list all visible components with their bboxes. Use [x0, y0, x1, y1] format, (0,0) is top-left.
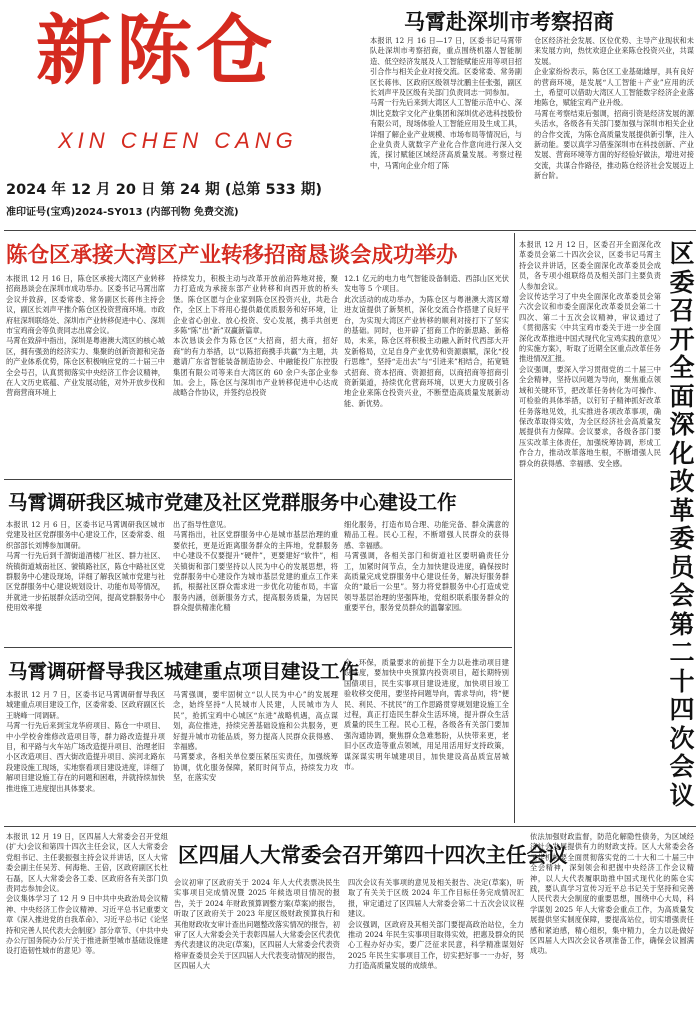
npc-story-headline: 区四届人大常委会召开第四十四次主任会议	[178, 843, 568, 867]
party-story-column-1: 本报讯 12 月 6 日，区委书记马霄调研我区城市党建及社区党群服务中心建设工作，区委常委、组织部部长刘博参加调研。 马霄一行先后到千渭街道酒楼厂社区、群力社区、统镇街道城南社区、虢镇路社区，陈仓中路社区党群服务中心建设现场，详细了解我区城市党建与社区党群服务中心建设规划设计、功能布局等情况，并就进一步拓展群众活动空间，提高党群服务中心使用效率提	[6, 520, 165, 613]
investment-story-column-3: 12.1 亿元的电力电气智能设备制造、西部山区光伏发电等 5 个项目。 此次活动的成功举办，为陈仓区与粤港澳大湾区增进友谊提供了新契机，深化交流合作搭建了良好平台，为实现大湾区产业转移的顺利对接打下了坚实的基础。同时，也开辟了招商工作的新思路、新格局，未来，陈仓区将积极主动融入新时代西部大开发新格局，立足自身产业优势和资源禀赋，深化“投行思维”，坚持“走出去”与“引进来”相结合，拓宽链式招商、资本招商、资源招商，以商招商等招商引资新渠道，持续优化营商环境，以更大力度吸引各地企业来陈仓投资兴业，不断塑造高质量发展新动能、新优势。	[344, 274, 509, 408]
bottom-section-divider	[4, 826, 696, 827]
top-story-headline: 马霄赴深圳市考察招商	[404, 10, 614, 34]
reform-story-headline: 区委召开全面深化改革委员会第二十四次会议	[669, 239, 695, 810]
masthead-divider	[4, 230, 696, 231]
projects-story-column-2: 马霄强调，要牢固树立“以人民为中心”的发展理念，始终坚持“人民城市人民建，人民城市为人民”，抢抓宝鸡中心城区“东进”战略机遇，高点谋划，高位推进，持续完善基础设施和公共服务，更好提升城市功能品质，努力提高人民群众获得感、幸福感。 马霄要求，各相关单位要压紧压实责任，加强统筹协调，优化服务保障，紧盯时间节点，持续发力攻坚，在落实安	[173, 690, 338, 783]
investment-story-headline: 陈仓区承接大湾区产业转移招商恳谈会成功举办	[6, 243, 458, 268]
investment-story-column-1: 本报讯 12 月 16 日，陈仓区承接大湾区产业转移招商恳谈会在深圳市成功举办。区委书记马霄出席会议并致辞，区委常委、常务副区长蒋伟主持会议，副区长刘声平推介陈仓区投资营商环境。市政府驻深圳联络处、深圳市产业转移促进中心、深圳市宝鸡商会等负责同志出席会议。 马霄在致辞中指出，深圳是粤港澳大湾区的核心城区，拥有强劲的经济实力、集聚的创新资源和完备的产业体系优势，陈仓区积极响应党的二十届三中全会号召，认真贯彻落实中央经济工作会议精神，在人文历史底蕴、产业发展动能，对外开放步伐和营商营商环境上	[6, 274, 165, 398]
section-divider	[4, 479, 512, 480]
party-story-column-3: 细化服务，打造布局合理、功能完备、群众满意的精品工程。民心工程，不断增强人民群众的获得感、幸福感。 马霄强调，各相关部门和街道社区要明确责任分工，加紧时间节点，全力加快建设进度，确保按时高质量完成党群服务中心建设任务，解决好服务群众的“最后一公里”。努力将党群服务中心打造成党领导基层治理的坚强阵地，党组织联系服务群众的重要平台，服务党员群众的温馨家园。	[344, 520, 509, 613]
reform-story-body: 本报讯 12 月 12 日，区委召开全面深化改革委员会第二十四次会议，区委书记马霄主持会议并讲话，区委全面深化改革委员会成员，各专项小组联络员及相关部门主要负责人参加会议。 会议传达学习了中央全面深化改革委员会第六次会议和市委全面深化改革委员会第二十四次、第二十五次会议精神，审议通过了《贯彻落实〈中共宝鸡市委关于进一步全面深化改革推进中国式现代化宝鸡实践的意见〉的实施方案》，听取了近期全区重点改革任务推进情况汇报。 会议强调，要深入学习贯彻党的二十届三中全会精神，坚持以问题为导向，聚焦重点领域和关键环节，把改革任务转化为可操作、可检验的具体举措，以钉钉子精神抓好改革任务落地见效，扎实推进各项改革事项，确保改革取得实效，为全区经济社会高质量发展提供有力保障。会议要求，各级各部门要压实改革主体责任，加强统筹协调，形成工作合力，推动改革落地生根，不断增强人民群众的获得感、幸福感、安全感。	[519, 240, 661, 468]
projects-story-column-3: 全，环保，质量要求的前提下全力以赴推动项目建设进度，要加快中央预算内投资项目，超长期特别国债项目，民生实事项目建设进度，加快项目竣工验收移交使用，要坚持问题导向，需求导向，将“便民、利民、不扰民”的工作思路贯穿规划建设施工全过程，真正打造民生群众生活环境，提升群众生活质量的民生工程。民心工程，各级各有关部门要加强沟通协调，聚焦群众急难愁盼，从快带来更，老旧小区改造等重点领域，用足用活用好支持政策，谋深谋实明年城建项目，加快建设高品质宜居城市。	[344, 658, 509, 772]
projects-story-headline: 马霄调研督导我区城建重点项目建设工作	[8, 660, 360, 683]
section-divider	[4, 647, 512, 648]
issue-date: 2024 年 12 月 20 日 第 24 期 (总第 533 期)	[6, 182, 322, 198]
top-story-column-1: 本报讯 12 月 16 日—17 日，区委书记马霄带队赴深圳市考察招商，重点围绕机器人智能制造、低空经济发展及人工智能赋能应用等项目招引合作与相关企业对接交流。区委常委、常务副区长蒋伟、区政府区级领导沈鹏主任张强，副区长刘声平及区级有关部门负责同志一同参加。 马霄一行先后来到大湾区人工智能示范中心、深圳比克数字文化产业集团和深圳优必选科技股份有限公司，现场体验人工智能应用及生成工具，详细了解企业产业规模、市场布局等情况后，与企业负责人就数字产业化合作意向进行深入交流，探讨赋能区域经济高质量发展。考察过程中，马霄向企业介绍了陈	[370, 36, 522, 170]
top-story-column-2: 仓区经济社会发展、区位优势、主导产业现状和未来发展方向，热忱欢迎企业来陈仓投资兴业，共谋发展。 企业家纷纷表示，陈仓区工业基础雄厚，具有良好的营商环境，是发展“人工智能＋产业”应用的沃土，希望可以借助大湾区人工智能数字经济企业落地陈仓，赋能宝鸡产业升级。 马霄在考察结束后强调，招商引资是经济发展的源头活水，各级各有关部门要加强与深圳市相关企业的合作交流，为陈仓高质量发展提供新引擎，注入新动能。要以真学习借鉴深圳市在科技创新、产业发展、营商环境等方面的好经验好做法，增进对接交流，共谋合作路径，推动陈仓经济社会发展迈上新台阶。	[534, 36, 694, 181]
masthead-title: 新陈仓	[36, 6, 276, 95]
masthead-pinyin: XIN CHEN CANG	[58, 128, 298, 153]
npc-story-side-column: 本报讯 12 月 19 日，区四届人大常委会召开党组(扩大)会议和第四十四次主任会议，区人大常委会党组书记、主任裴振强主持会议并讲话，区人大常委会副主任吴芳、何海艳、王倍，区政府副区长杜石磊，区人大常委会各工委、区政府各有关部门负责同志参加会议。 会议集体学习了 12 月 9 日中共中央政治局会议精神、中央经济工作会议精神、习近平总书记重要文章《深入推进党的自我革命》、习近平总书记《论坚持和完善人民代表大会制度》部分章节、《中共中央办公厅国务院办公厅关于推进新型城市基础设施建设打造韧性城市的意见》等。	[6, 832, 168, 956]
npc-story-column-3: 依法加强财政监督，防范化解隐性债务，为区域经济社会发展提供有力的财政支持。区人大常委会各工作机构要全面贯彻落实党的二十大和二十届三中全会精神，深刻领会和把握中央经济工作会议精神，以人大代表履职助推中国式现代化的陈仓实践，要认真学习宣传习近平总书记关于坚持和完善人民代表大会制度的重要思想，围绕中心大局，科学谋划 2025 年人大常委会重点工作，为高质量发展提供坚实制度保障，要提高站位，切实增强责任感和紧迫感，精心组织，集中精力，全力以赴做好区四届人大四次会议各项准备工作，确保会议圆满成功。	[530, 832, 694, 956]
investment-story-column-2: 持续发力，积极主动与改革开放前沿阵地对接，聚力打造成为承接东部产业转移和向西开放的桥头堡。陈仓区愿与企业家到陈仓区投资兴业，共赴合作，全区上下将用心提供最优质服务和好环境，让企业省心创业、放心投资、安心发展，携手共创更多陈“陈”出“新”双赢新篇章。 本次恳谈会作为陈仓区“大招商，招大商，招好商”的有力举措，以“以陈招商携手共赢”为主题，共邀请广东省智能装备制造协会、中融能投广东控股集团有限公司等来自大湾区的 60 余户头部企业参加。会上，陈仓区与深圳市产业转移促进中心达成战略合作协议，并签约总投资	[173, 274, 338, 398]
print-certificate: 准印证号(宝鸡)2024-SY013 (内部刊物 免费交流)	[6, 207, 239, 218]
party-story-headline: 马霄调研我区城市党建及社区党群服务中心建设工作	[8, 491, 457, 514]
npc-story-column-1: 会议初审了区政府关于 2024 年人大代表票决民生实事项目完成情况暨 2025 年候选项目情况的报告，关于 2024 年财政预算调整方案(草案)的报告，听取了区政府关于 2023 年度区级财政预算执行和其他财政收支审计查出问题整改落实情况的报告，初审了区人大常委会关于表彰四届人大常委会区代表优秀代表建议的决定(草案)，区四届人大常委会代表资格审查委员会关于区四届人大代表变动情况的报告，区四届人大	[174, 878, 340, 971]
right-column-divider	[514, 233, 515, 823]
projects-story-column-1: 本报讯 12 月 7 日，区委书记马霄调研督导我区城建重点项目建设工作，区委常委、区政府副区长王晓峰一同调研。 马霄一行先后来到宝龙华府项目、陈仓一中项目、中小学校舍维修改造项目等，群力路改造提升项目，和平路与火车站广场改造提升项目、治理老旧小区改造项目、西大街改造提升项目、滨河北路东段建设施工现场，实地察看项目建设进度，详细了解项目建设施工存在的问题和困难，并就持续加快推进施工进度提出具体要求。	[6, 690, 165, 793]
party-story-column-2: 出了指导性意见。 马霄指出，社区党群服务中心是城市基层治理的重要依托，更是近距离服务群众的主阵地，党群服务中心建设不仅要提升“硬件”，更要建好“软件”，相关镇街和部门要坚持以人民为中心的发展思想，将党群服务中心建设作为城市基层党建的重点工作来抓，根据社区群众需求进一步优化功能布局，丰富服务内涵，创新服务方式，提高服务质量，为居民群众提供精准化精	[173, 520, 338, 613]
npc-story-column-2: 四次会议有关事项的意见及相关报告、决定(草案)，听取了有关关于区级 2024 年工作目标任务完成情况汇报，审定通过了区四届人大常委会第二十五次会议议程建议。 会议强调，区政府及其相关部门要提高政治站位，全力推动 2024 年民生实事项目取得实效，把惠及群众的民心工程办好办实，要广泛征求民意，科学精准谋划好 2025 年民生实事项目工作，切实把好事一一办好，努力打造高质量发展的成绩单。	[348, 878, 524, 971]
